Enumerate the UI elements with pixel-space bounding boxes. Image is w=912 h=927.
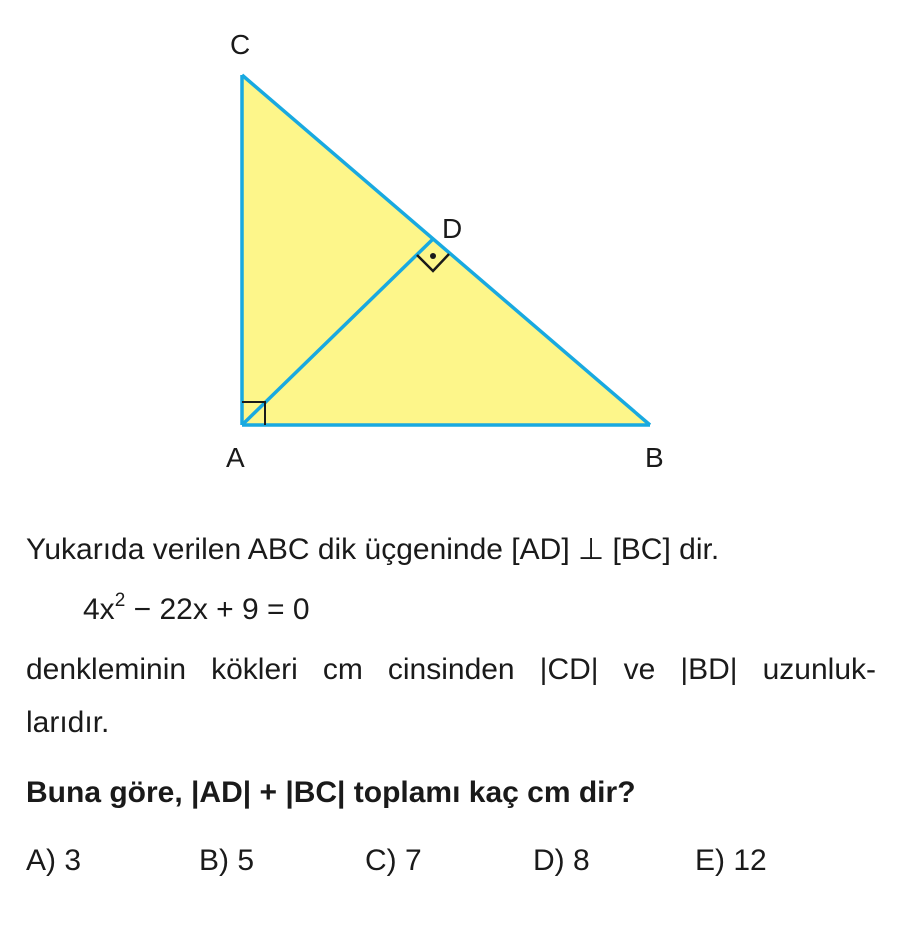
equation-exponent: 2	[114, 590, 126, 611]
problem-roots-line-continuation: larıdır.	[26, 706, 110, 739]
choice-e[interactable]: E) 12	[695, 844, 767, 877]
problem-statement-line: Yukarıda verilen ABC dik üçgeninde [AD] ⊥ [BC] dir.	[26, 533, 720, 566]
choice-d[interactable]: D) 8	[533, 844, 590, 877]
equation-base: 4x	[83, 593, 115, 626]
vertex-label-d: D	[442, 213, 463, 244]
problem-roots-line: denkleminin kökleri cm cinsinden |CD| ve |BD| uzunluk-	[26, 653, 876, 686]
vertex-label-c: C	[230, 29, 251, 60]
right-angle-dot-d	[430, 253, 436, 259]
equation-rest: − 22x + 9 = 0	[125, 593, 310, 626]
choice-a[interactable]: A) 3	[26, 844, 82, 877]
equation	[83, 590, 310, 634]
answer-choices	[0, 841, 912, 881]
vertex-label-a: A	[226, 442, 245, 473]
vertex-label-b: B	[645, 442, 664, 473]
question: Buna göre, |AD| + |BC| toplamı kaç cm dir?	[26, 776, 636, 809]
choice-c[interactable]: C) 7	[365, 844, 422, 877]
choice-b[interactable]: B) 5	[199, 844, 255, 877]
